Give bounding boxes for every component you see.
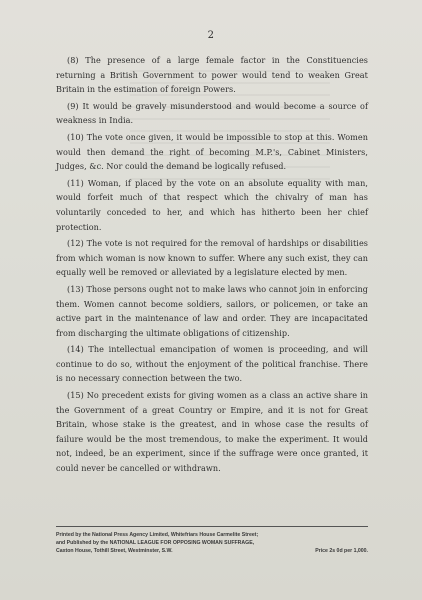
footer-rule [56, 526, 368, 527]
paragraph-11: (11) Woman, if placed by the vote on an absolute equality with man, would forfeit much of that respect which the chivalry of man has voluntarily conceded to her, and which has hitherto been her chief protection. [56, 177, 368, 232]
imprint-line-1: Printed by the National Press Agency Limited, Whitefriars House Carmelite Street; [56, 532, 259, 538]
body-text [56, 53, 368, 478]
paragraph-8: (8) The presence of a large female factor in the Constituencies returning a British Government to power would tend to weaken Great Britain in the estimation of foreign Powers. [56, 55, 368, 95]
paragraph-13: (13) Those persons ought not to make laws who cannot join in enforcing them. Women cannot become soldiers, sailors, or policemen, or take an active part in the maintenance of law and order. They are incapacitated from discharging the ultimate obligations of citizenship. [56, 283, 368, 338]
paragraph-14: (14) The intellectual emancipation of women is proceeding, and will continue to do so, without the enjoyment of the political franchise. There is no necessary connection between the two. [56, 344, 368, 384]
paragraph-9: (9) It would be gravely misunderstood and would become a source of weakness in India. [56, 100, 368, 126]
page-number: 2 [207, 30, 215, 41]
printer-imprint [56, 531, 368, 555]
imprint-price: Price 2s 0d per 1,000. [315, 548, 368, 554]
imprint-line-2: and Published by the NATIONAL LEAGUE FOR OPPOSING WOMAN SUFFRAGE, [56, 540, 255, 546]
imprint-line-3 [56, 547, 368, 555]
paragraph-15: (15) No precedent exists for giving women as a class an active share in the Government of a great Country or Empire, and it is not for Great Britain, whose stake is the greatest, and in whose case the results of failure would be the most tremendous, to make the experiment. It would not, indeed, be an experiment, since if the suffrage were once granted, it could never be cancelled or withdrawn. [56, 390, 368, 474]
paragraph-12: (12) The vote is not required for the removal of hardships or disabilities from which woman is now known to suffer. Where any such exist, they can equally well be removed or alleviated by a legislature elected by men. [56, 238, 368, 278]
imprint-address: Caxton House, Tothill Street, Westminster, S.W. [56, 548, 173, 554]
paragraph-10: (10) The vote once given, it would be impossible to stop at this. Women would then demand the right of becoming M.P.'s, Cabinet Ministers, Judges, &c. Nor could the demand be logically refused. [56, 131, 368, 172]
